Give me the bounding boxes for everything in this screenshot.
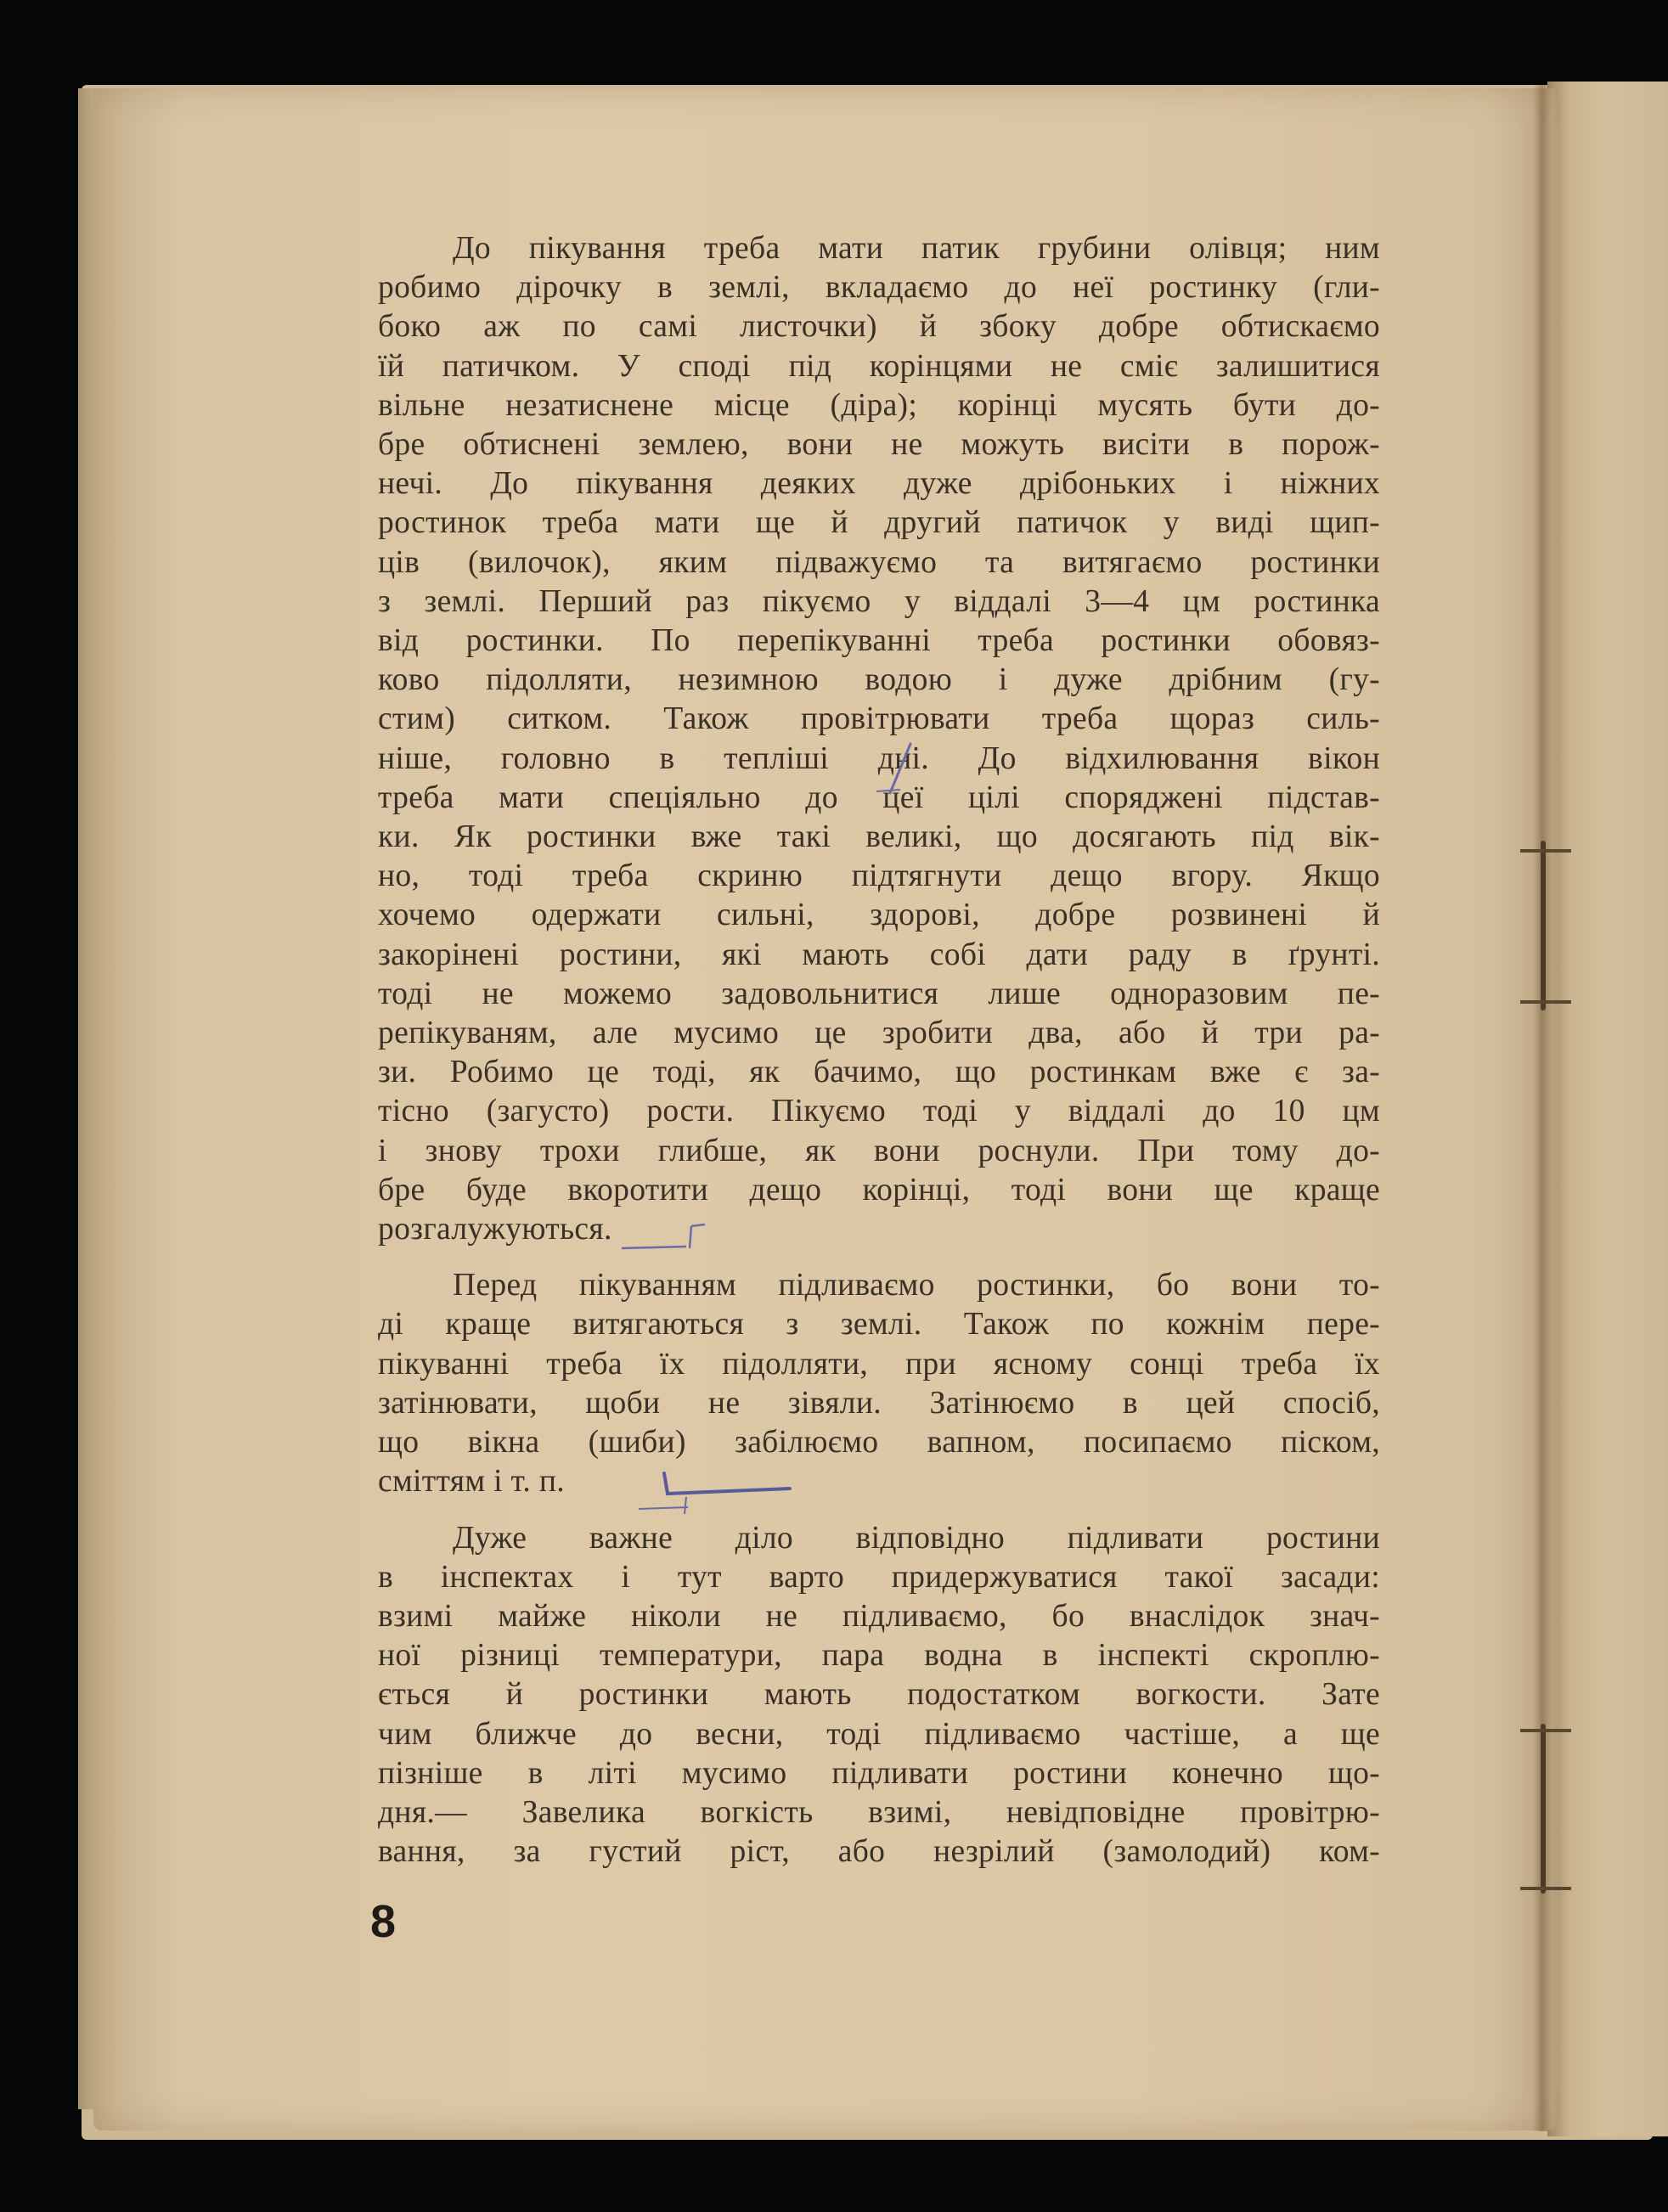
text-line: пізніше в літі мусимо підливати ростини конечно що-	[378, 1755, 1380, 1791]
body-text	[378, 229, 1380, 1871]
text-line: нечі. До пікування деяких дуже дрібонькиx і ніжних	[378, 466, 1380, 502]
binding-stitch	[1541, 1724, 1546, 1894]
text-line: сміттям і т. п.	[378, 1464, 565, 1500]
stitch-knot	[1520, 1887, 1571, 1890]
text-line: но, тоді треба скриню підтягнути дещо вгору. Якщо	[378, 858, 1380, 894]
stitch-knot	[1520, 1729, 1571, 1732]
text-line: ростинок треба мати ще й другий патичок у виді щип-	[378, 505, 1380, 541]
text-line: їй патичком. У споді під корінцями не сміє залишитися	[378, 348, 1380, 384]
text-line: ється й ростинки мають подостатком вогкости. Зате	[378, 1677, 1380, 1713]
text-line: стим) ситком. Також провітрювати треба щораз силь-	[378, 701, 1380, 737]
text-line: До пікування треба мати патик грубини олівця; ним	[453, 231, 1380, 266]
text-line: розгалужуються.	[378, 1212, 612, 1247]
text-line: в інспектах і тут варто придержуватися такої засади:	[378, 1559, 1380, 1595]
text-line: робимо дірочку в землі, вкладаємо до неї ростинку (гли-	[378, 270, 1380, 306]
text-line: вання, за густий ріст, або незрілий (замолодий) ком-	[378, 1834, 1380, 1870]
text-line: бре обтиснені землею, вони не можуть висіти в порож-	[378, 427, 1380, 463]
text-line: що вікна (шиби) забілюємо вапном, посипаємо піском,	[378, 1425, 1380, 1461]
text-line: ково підолляти, незимною водою і дуже дрібним (гу-	[378, 662, 1380, 698]
paragraph-1	[378, 229, 1380, 1249]
text-line: ної різниці температури, пара водна в інспекті скроплю-	[378, 1638, 1380, 1674]
text-line: ніше, головно в тепліші дні. До відхилювання вікон	[378, 740, 1380, 776]
text-line: пікуванні треба їх підолляти, при ясному сонці треба їх	[378, 1346, 1380, 1382]
paragraph-2	[378, 1266, 1380, 1501]
text-line: з землі. Перший раз пікуємо у віддалі 3—4 цм ростинка	[378, 583, 1380, 619]
text-line: боко аж по самі листочки) й збоку добре обтискаємо	[378, 309, 1380, 345]
text-line: зи. Робимо це тоді, як бачимо, що ростинкам вже є за-	[378, 1055, 1380, 1090]
text-line: репікуваням, але мусимо це зробити два, або й три ра-	[378, 1016, 1380, 1051]
facing-page-edge	[1547, 82, 1668, 2136]
stitch-knot	[1520, 849, 1571, 853]
binding-stitch	[1541, 841, 1546, 1010]
text-line: закорінені ростини, які мають собі дати раду в ґрунті.	[378, 937, 1380, 972]
page-number: 8	[370, 1896, 397, 1947]
text-line: хочемо одержати сильні, здорові, добре розвинені й	[378, 898, 1380, 933]
text-line: чим ближче до весни, тоді підливаємо частіше, а ще	[378, 1716, 1380, 1752]
text-line: взимі майже ніколи не підливаємо, бо внаслідок знач-	[378, 1598, 1380, 1634]
text-line: вільне незатиснене місце (діра); корінці мусять бути до-	[378, 387, 1380, 423]
text-line: ки. Як ростинки вже такі великі, що досягають під вік-	[378, 819, 1380, 855]
text-line: бре буде вкоротити дещо корінці, тоді вони ще краще	[378, 1172, 1380, 1207]
text-line: дня.— Завелика вогкість взимі, невідповідне провітрю-	[378, 1794, 1380, 1830]
paragraph-3	[378, 1519, 1380, 1872]
text-line: від ростинки. По перепікуванні треба ростинки обовяз-	[378, 623, 1380, 659]
stitch-knot	[1520, 1000, 1571, 1004]
text-line: Перед пікуванням підливаємо ростинки, бо вони то-	[453, 1268, 1380, 1303]
text-line: затінювати, щоби не зівяли. Затінюємо в цей спосіб,	[378, 1385, 1380, 1421]
text-line: і знову трохи глибше, як вони роснули. При тому до-	[378, 1133, 1380, 1168]
text-line: Дуже важне діло відповідно підливати ростини	[453, 1520, 1380, 1556]
text-line: тоді не можемо задовольнитися лише одноразовим пе-	[378, 976, 1380, 1011]
text-line: тісно (загусто) рости. Пікуємо тоді у віддалі до 10 цм	[378, 1094, 1380, 1129]
text-line: ді краще витягаються з землі. Також по кожнім пере-	[378, 1307, 1380, 1342]
text-line: ців (вилочок), яким підважуємо та витягаємо ростинки	[378, 544, 1380, 580]
text-line: треба мати спеціяльно до цеї цілі споряджені підстав-	[378, 780, 1380, 815]
